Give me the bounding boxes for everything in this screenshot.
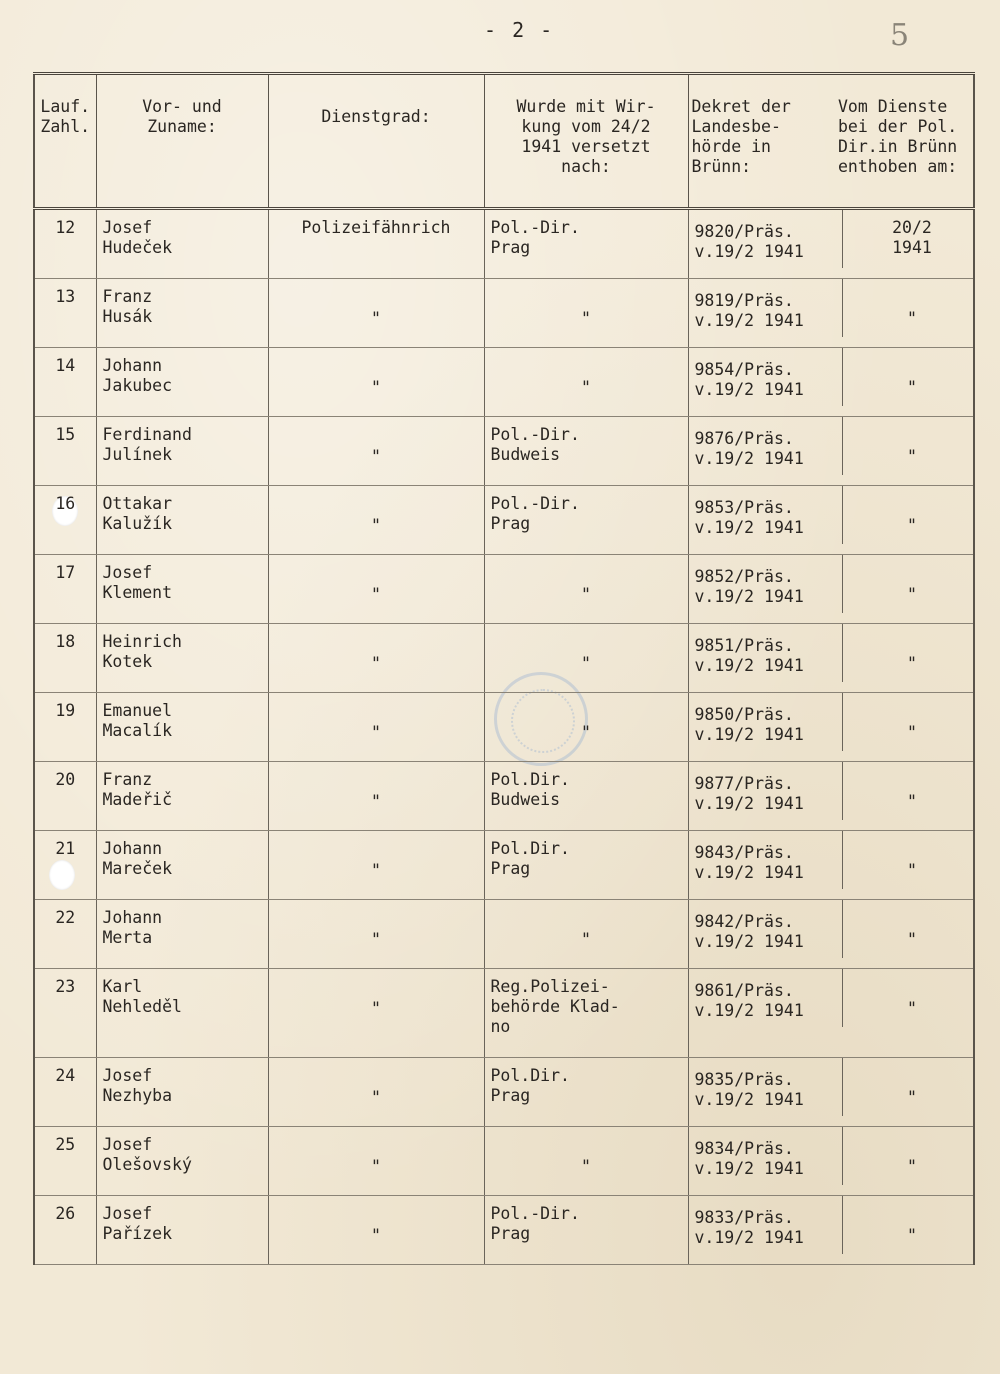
row-decree: 9833/Präs. v.19/2 1941	[694, 1208, 804, 1247]
table-row	[34, 762, 974, 831]
header-lauf-nr: Lauf. Zahl.	[34, 74, 96, 209]
row-rank: "	[268, 762, 484, 831]
row-relieved: "	[842, 486, 973, 544]
row-relieved: "	[842, 1196, 973, 1254]
row-number: 17	[34, 555, 96, 624]
row-transfer: Pol.Dir. Prag	[484, 1058, 688, 1127]
row-relieved: "	[842, 1127, 973, 1185]
row-number: 16	[34, 486, 96, 555]
row-transfer: Pol.Dir. Budweis	[484, 762, 688, 831]
row-decree-relieved	[688, 209, 974, 279]
row-decree: 9854/Präs. v.19/2 1941	[694, 360, 804, 399]
row-name: Franz Madeřič	[96, 762, 268, 831]
row-number: 21	[34, 831, 96, 900]
row-transfer: "	[484, 624, 688, 693]
header-decree: Dekret der Landesbe- hörde in Brünn:	[691, 97, 791, 176]
row-rank: "	[268, 624, 484, 693]
row-decree: 9861/Präs. v.19/2 1941	[694, 981, 804, 1020]
row-decree: 9819/Präs. v.19/2 1941	[694, 291, 804, 330]
row-decree-relieved	[688, 279, 974, 348]
row-name: Josef Nezhyba	[96, 1058, 268, 1127]
row-number: 18	[34, 624, 96, 693]
row-relieved: 20/2 1941	[842, 210, 973, 268]
row-number: 22	[34, 900, 96, 969]
row-name: Josef Hudeček	[96, 209, 268, 279]
row-decree: 9820/Präs. v.19/2 1941	[694, 222, 804, 261]
row-decree-relieved	[688, 900, 974, 969]
row-rank: "	[268, 969, 484, 1058]
row-name: Ferdinand Julínek	[96, 417, 268, 486]
row-rank: "	[268, 900, 484, 969]
row-decree-relieved	[688, 969, 974, 1058]
row-decree: 9877/Präs. v.19/2 1941	[694, 774, 804, 813]
row-decree: 9835/Präs. v.19/2 1941	[694, 1070, 804, 1109]
table-row	[34, 1127, 974, 1196]
row-number: 23	[34, 969, 96, 1058]
table-row	[34, 900, 974, 969]
row-transfer: Pol.-Dir. Budweis	[484, 417, 688, 486]
row-decree: 9853/Präs. v.19/2 1941	[694, 498, 804, 537]
row-name: Emanuel Macalík	[96, 693, 268, 762]
table-row	[34, 1058, 974, 1127]
row-relieved: "	[842, 693, 973, 751]
row-rank: "	[268, 279, 484, 348]
header-rank: Dienstgrad:	[268, 74, 484, 209]
row-relieved: "	[842, 1058, 973, 1116]
row-decree: 9851/Präs. v.19/2 1941	[694, 636, 804, 675]
row-decree-relieved	[688, 1127, 974, 1196]
row-rank: "	[268, 486, 484, 555]
row-rank: "	[268, 417, 484, 486]
table-row	[34, 486, 974, 555]
row-decree-relieved	[688, 762, 974, 831]
row-relieved: "	[842, 417, 973, 475]
row-decree: 9850/Präs. v.19/2 1941	[694, 705, 804, 744]
row-name: Heinrich Kotek	[96, 624, 268, 693]
row-number: 15	[34, 417, 96, 486]
row-decree-relieved	[688, 831, 974, 900]
row-decree: 9852/Präs. v.19/2 1941	[694, 567, 804, 606]
folio-number: 5	[890, 18, 910, 53]
row-decree-relieved	[688, 486, 974, 555]
row-number: 14	[34, 348, 96, 417]
row-rank: "	[268, 1058, 484, 1127]
row-decree-relieved	[688, 624, 974, 693]
table-row	[34, 1196, 974, 1265]
row-number: 24	[34, 1058, 96, 1127]
row-rank: "	[268, 1127, 484, 1196]
row-transfer: Pol.Dir. Prag	[484, 831, 688, 900]
row-decree-relieved	[688, 1058, 974, 1127]
row-number: 25	[34, 1127, 96, 1196]
row-decree-relieved	[688, 693, 974, 762]
row-name: Johann Mareček	[96, 831, 268, 900]
row-relieved: "	[842, 831, 973, 889]
row-name: Johann Merta	[96, 900, 268, 969]
table-row	[34, 209, 974, 279]
row-decree-relieved	[688, 417, 974, 486]
header-relieved: Vom Dienste bei der Pol. Dir.in Brünn enthoben am:	[838, 97, 958, 176]
row-name: Josef Klement	[96, 555, 268, 624]
row-decree-relieved	[688, 555, 974, 624]
row-transfer: Reg.Polizei- behörde Klad- no	[484, 969, 688, 1058]
table-row	[34, 831, 974, 900]
row-relieved: "	[842, 624, 973, 682]
row-rank: "	[268, 831, 484, 900]
row-decree: 9842/Präs. v.19/2 1941	[694, 912, 804, 951]
row-decree: 9834/Präs. v.19/2 1941	[694, 1139, 804, 1178]
row-relieved: "	[842, 348, 973, 406]
row-decree-relieved	[688, 1196, 974, 1265]
page-number: - 2 -	[484, 18, 555, 42]
table-header-row	[34, 74, 974, 209]
row-relieved: "	[842, 900, 973, 958]
row-transfer: "	[484, 900, 688, 969]
row-name: Ottakar Kalužík	[96, 486, 268, 555]
row-decree: 9843/Präs. v.19/2 1941	[694, 843, 804, 882]
table-row	[34, 969, 974, 1058]
row-name: Franz Husák	[96, 279, 268, 348]
table-row	[34, 417, 974, 486]
row-number: 20	[34, 762, 96, 831]
row-number: 19	[34, 693, 96, 762]
row-number: 12	[34, 209, 96, 279]
table-row	[34, 624, 974, 693]
header-name: Vor- und Zuname:	[96, 74, 268, 209]
row-transfer: "	[484, 555, 688, 624]
row-relieved: "	[842, 555, 973, 613]
row-name: Josef Olešovský	[96, 1127, 268, 1196]
row-relieved: "	[842, 969, 973, 1027]
header-transfer: Wurde mit Wir- kung vom 24/2 1941 versetzt nach:	[484, 74, 688, 209]
row-rank: "	[268, 555, 484, 624]
row-number: 13	[34, 279, 96, 348]
table-row	[34, 279, 974, 348]
row-name: Johann Jakubec	[96, 348, 268, 417]
row-transfer: "	[484, 279, 688, 348]
row-transfer: Pol.-Dir. Prag	[484, 1196, 688, 1265]
row-rank: Polizeifähnrich	[268, 209, 484, 279]
row-transfer: "	[484, 1127, 688, 1196]
row-rank: "	[268, 1196, 484, 1265]
row-transfer: Pol.-Dir. Prag	[484, 486, 688, 555]
table-row	[34, 348, 974, 417]
personnel-table	[33, 72, 975, 1265]
row-transfer: Pol.-Dir. Prag	[484, 209, 688, 279]
row-relieved: "	[842, 762, 973, 820]
row-relieved: "	[842, 279, 973, 337]
table-row	[34, 693, 974, 762]
row-decree: 9876/Präs. v.19/2 1941	[694, 429, 804, 468]
row-number: 26	[34, 1196, 96, 1265]
row-transfer: "	[484, 348, 688, 417]
header-decree-relieved	[688, 74, 974, 209]
row-name: Karl Nehleděl	[96, 969, 268, 1058]
row-decree-relieved	[688, 348, 974, 417]
row-rank: "	[268, 348, 484, 417]
row-transfer: "	[484, 693, 688, 762]
row-name: Josef Pařízek	[96, 1196, 268, 1265]
table-row	[34, 555, 974, 624]
row-rank: "	[268, 693, 484, 762]
